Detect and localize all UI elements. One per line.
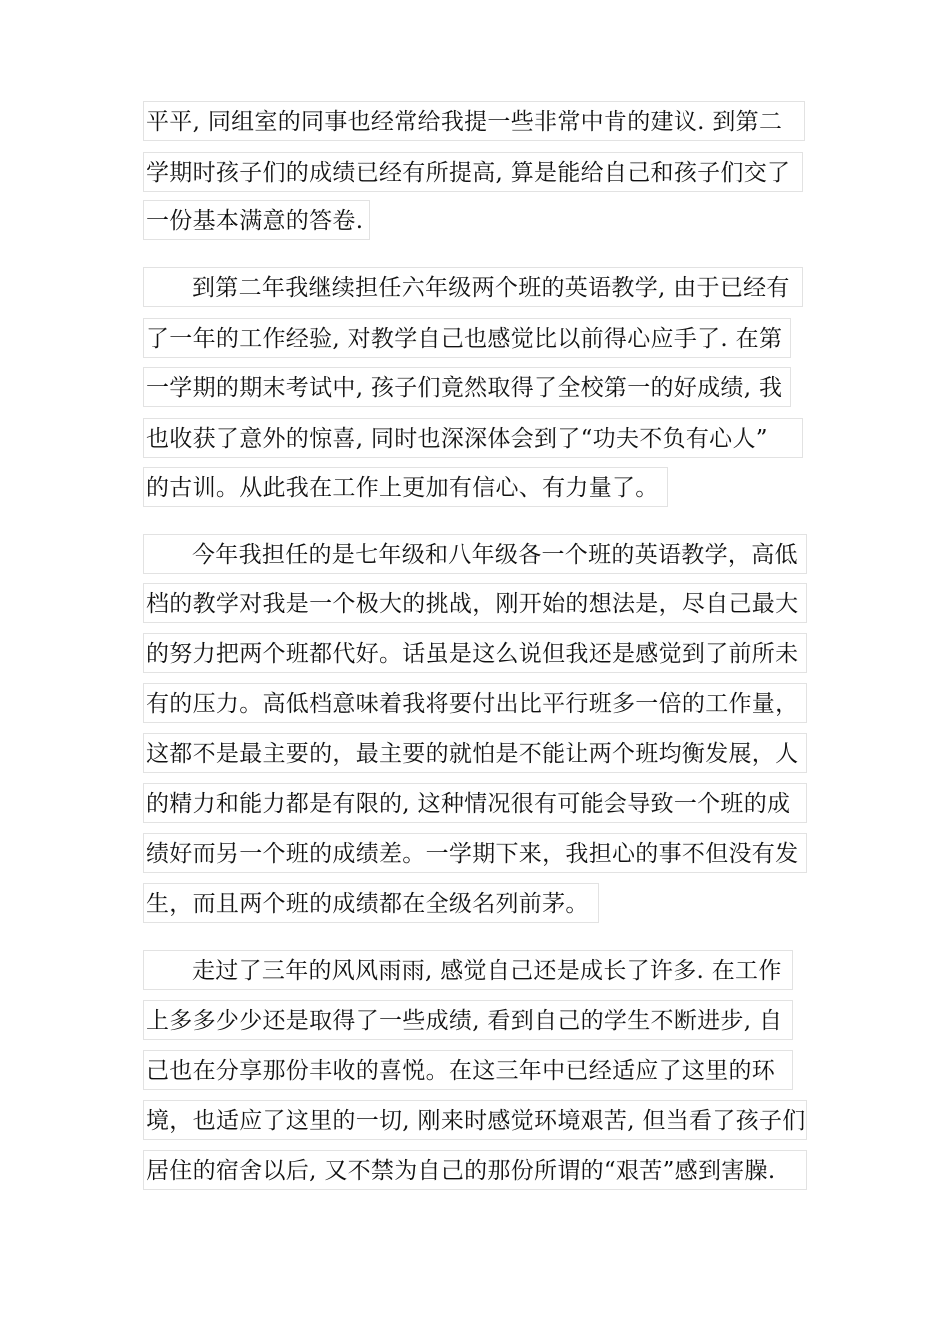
text-line: 了一年的工作经验, 对教学自己也感觉比以前得心应手了. 在第 bbox=[143, 318, 791, 358]
text-line: 生，而且两个班的成绩都在全级名列前茅。 bbox=[143, 883, 599, 923]
text-line: 平平, 同组室的同事也经常给我提一些非常中肯的建议. 到第二 bbox=[143, 101, 805, 141]
text-line: 有的压力。高低档意味着我将要付出比平行班多一倍的工作量， bbox=[143, 683, 807, 723]
text-line: 的古训。从此我在工作上更加有信心、有力量了。 bbox=[143, 467, 668, 507]
text-line: 学期时孩子们的成绩已经有所提高, 算是能给自己和孩子们交了 bbox=[143, 152, 803, 192]
text-line: 一学期的期末考试中, 孩子们竟然取得了全校第一的好成绩, 我 bbox=[143, 367, 791, 407]
text-line: 己也在分享那份丰收的喜悦。在这三年中已经适应了这里的环 bbox=[143, 1050, 793, 1090]
text-line: 这都不是最主要的，最主要的就怕是不能让两个班均衡发展，人 bbox=[143, 733, 807, 773]
text-line: 一份基本满意的答卷. bbox=[143, 200, 370, 240]
text-line: 绩好而另一个班的成绩差。一学期下来，我担心的事不但没有发 bbox=[143, 833, 807, 873]
text-line: 档的教学对我是一个极大的挑战，刚开始的想法是，尽自己最大 bbox=[143, 583, 807, 623]
text-line: 今年我担任的是七年级和八年级各一个班的英语教学，高低 bbox=[143, 534, 807, 574]
text-line: 走过了三年的风风雨雨, 感觉自己还是成长了许多. 在工作 bbox=[143, 950, 793, 990]
text-line: 的精力和能力都是有限的, 这种情况很有可能会导致一个班的成 bbox=[143, 783, 807, 823]
text-line: 的努力把两个班都代好。话虽是这么说但我还是感觉到了前所未 bbox=[143, 633, 807, 673]
text-line: 到第二年我继续担任六年级两个班的英语教学, 由于已经有 bbox=[143, 267, 803, 307]
text-line: 也收获了意外的惊喜, 同时也深深体会到了“功夫不负有心人” bbox=[143, 418, 803, 458]
text-line: 境，也适应了这里的一切, 刚来时感觉环境艰苦, 但当看了孩子们 bbox=[143, 1100, 807, 1140]
text-line: 居住的宿舍以后, 又不禁为自己的那份所谓的“艰苦”感到害臊. bbox=[143, 1150, 807, 1190]
text-line: 上多多少少还是取得了一些成绩, 看到自己的学生不断进步, 自 bbox=[143, 1000, 793, 1040]
